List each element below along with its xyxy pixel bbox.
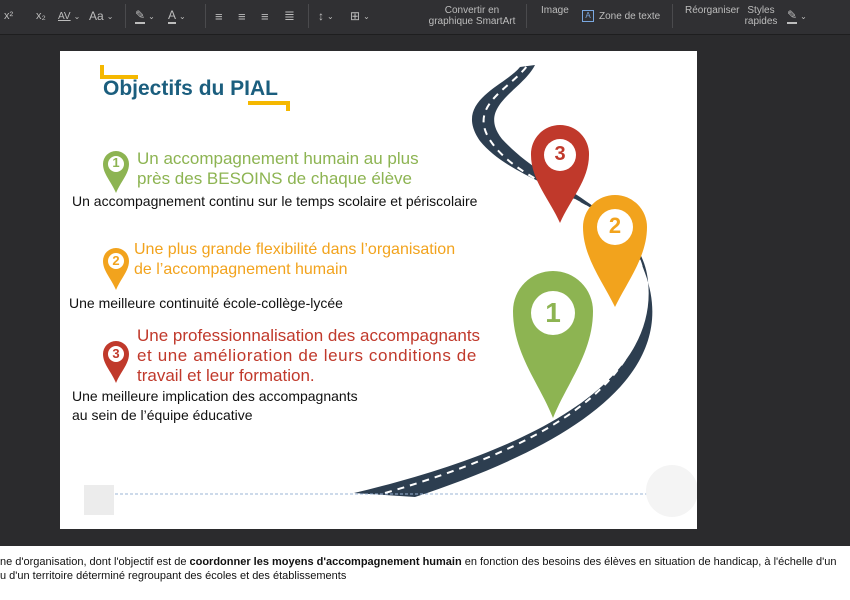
textbox-button[interactable] <box>582 0 660 32</box>
image-button[interactable] <box>541 0 569 26</box>
title-accent-bottom <box>248 103 288 111</box>
chevron-down-icon: ⌄ <box>800 11 807 21</box>
smartart-label-line2: graphique SmartArt <box>428 16 516 27</box>
speaker-notes[interactable] <box>0 546 850 600</box>
convert-smartart-button[interactable] <box>428 0 516 32</box>
quick-styles-button[interactable] <box>742 0 780 32</box>
goal-3-line-3[interactable]: travail et leur formation. <box>137 366 315 385</box>
format-button-1[interactable] <box>4 0 13 32</box>
chevron-down-icon: ⌄ <box>148 11 155 21</box>
goal-3-line-2[interactable]: et une amélioration de leurs conditions de <box>137 346 477 365</box>
align-center-button[interactable] <box>238 0 246 32</box>
image-label: Image <box>541 4 569 16</box>
goal-2-line-1[interactable]: Une plus grande flexibilité dans l’organisation <box>134 241 456 258</box>
goal-3-subtitle-1[interactable]: Une meilleure implication des accompagnants <box>72 388 358 404</box>
quick-styles-line1: Styles <box>747 5 775 16</box>
notes-line-1 <box>0 555 836 569</box>
goal-1-subtitle[interactable]: Un accompagnement continu sur le temps scolaire et périscolaire <box>72 193 478 209</box>
chevron-down-icon: ⌄ <box>327 11 334 21</box>
character-spacing-button[interactable] <box>58 0 80 32</box>
slide-title[interactable]: Objectifs du PIAL <box>103 77 279 100</box>
slide-graphics <box>60 51 697 529</box>
highlight-icon: ✎ <box>135 8 146 22</box>
superscript-icon: x² <box>4 10 14 22</box>
toolbar-divider <box>125 4 126 28</box>
pin-2-small-number: 2 <box>112 253 120 268</box>
goal-3-subtitle-2[interactable]: au sein de l’équipe éducative <box>72 407 253 423</box>
align-right-icon: ≡ <box>261 8 269 24</box>
pin-1-small-number: 1 <box>112 155 120 170</box>
font-color-icon: A <box>168 8 177 22</box>
footer-placeholder <box>84 485 114 515</box>
chevron-down-icon: ⌄ <box>106 11 114 21</box>
title-accent-top <box>102 65 138 77</box>
chevron-down-icon: ⌄ <box>73 11 81 21</box>
goal-3-line-1[interactable]: Une professionnalisation des accompagnants <box>137 326 481 345</box>
chevron-down-icon: ⌄ <box>363 11 370 21</box>
road-pin-2 <box>583 195 647 307</box>
font-color-button[interactable] <box>168 0 186 32</box>
toolbar-divider <box>672 4 673 28</box>
toolbar-divider <box>526 4 527 28</box>
notes-line-2: u d'un territoire déterminé regroupant des écoles et des établissements <box>0 570 347 582</box>
goal-1-line-2[interactable]: près des BESOINS de chaque élève <box>137 169 412 188</box>
goal-2-line-2[interactable]: de l’accompagnement humain <box>134 261 348 278</box>
highlight-button[interactable] <box>135 0 155 32</box>
arrange-label: Réorganiser <box>685 4 740 16</box>
change-case-button[interactable] <box>89 0 113 32</box>
notes-line-1-end: en fonction des besoins des élèves en situation de handicap, à l'échelle d'un <box>461 556 837 568</box>
character-spacing-icon: AV <box>58 10 71 22</box>
align-text-button[interactable] <box>350 0 370 32</box>
quick-styles-line2: rapides <box>744 16 778 27</box>
textbox-icon: A <box>582 10 594 22</box>
smartart-label-line1: Convertir en <box>444 5 500 16</box>
watermark-shape <box>646 465 697 517</box>
pin-3-small-number: 3 <box>112 346 120 361</box>
slide-canvas[interactable] <box>60 51 697 529</box>
align-left-icon: ≡ <box>215 8 223 24</box>
toolbar-divider <box>205 4 206 28</box>
shape-outline-button[interactable] <box>787 0 807 32</box>
arrange-button[interactable] <box>685 0 739 26</box>
goal-1-line-1[interactable]: Un accompagnement humain au plus <box>137 149 419 168</box>
goal-2-subtitle[interactable]: Une meilleure continuité école-collège-lycée <box>69 295 343 311</box>
align-center-icon: ≡ <box>238 8 246 24</box>
subscript-icon: x₂ <box>36 10 46 22</box>
text-direction-button[interactable] <box>318 0 334 32</box>
road-pin-3 <box>531 125 589 223</box>
chevron-down-icon: ⌄ <box>179 11 186 21</box>
text-direction-icon: ↕ <box>318 9 324 23</box>
ribbon-toolbar <box>0 0 850 35</box>
notes-line-1-start: ne d'organisation, dont l'objectif est de <box>0 556 190 568</box>
textbox-label: Zone de texte <box>599 10 661 22</box>
change-case-icon: Aa <box>89 9 104 23</box>
road-pin-3-number: 3 <box>554 143 566 165</box>
pen-icon: ✎ <box>787 8 798 22</box>
road-pin-1-number: 1 <box>545 297 561 328</box>
format-button-2[interactable] <box>36 0 46 32</box>
align-text-icon: ⊞ <box>350 9 361 23</box>
justify-button[interactable] <box>284 0 295 32</box>
toolbar-divider <box>308 4 309 28</box>
align-left-button[interactable] <box>215 0 223 32</box>
align-right-button[interactable] <box>261 0 269 32</box>
road-pin-1 <box>513 271 593 418</box>
justify-icon: ≣ <box>284 8 295 23</box>
notes-line-1-bold: coordonner les moyens d'accompagnement humain <box>189 556 462 568</box>
road-pin-2-number: 2 <box>608 213 622 238</box>
